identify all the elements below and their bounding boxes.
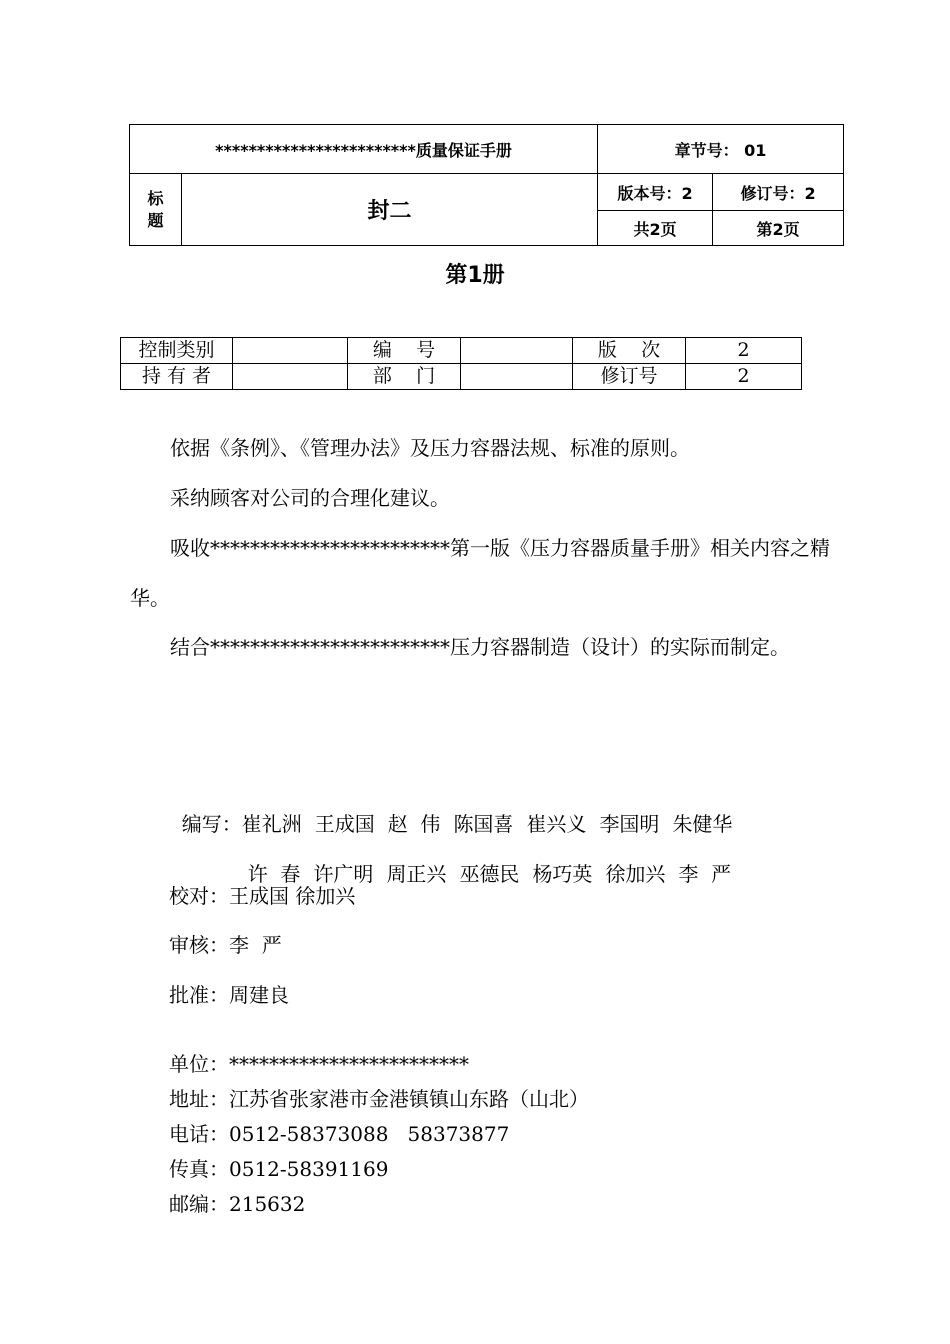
- writer-name: 赵 伟: [387, 812, 441, 836]
- writer-name: 朱健华: [672, 812, 733, 836]
- phone-line: 电话：0512-58373088 58373877: [169, 1122, 510, 1146]
- writer-name: 许 春: [247, 862, 301, 886]
- writer-label: 编写：: [181, 812, 242, 836]
- control-category-value: [233, 338, 348, 364]
- title-label: [130, 174, 182, 246]
- approver-line: [169, 981, 289, 1009]
- address-line: 地址：江苏省张家港市金港镇镇山东路（山北）: [169, 1087, 589, 1111]
- writer-name: 崔兴义: [526, 812, 587, 836]
- writer-name: 陈国喜: [453, 812, 514, 836]
- page-number: 第2页: [713, 211, 844, 246]
- revision-label: 修订号: [573, 364, 686, 390]
- version-number: 版本号：2: [598, 174, 713, 211]
- review-names: 李 严: [229, 933, 282, 957]
- department-value: [461, 364, 573, 390]
- writers-row-1: [169, 782, 745, 838]
- edition-value: 2: [686, 338, 802, 364]
- writer-name: 杨巧英: [532, 862, 593, 886]
- edition-label: 版 次: [573, 338, 686, 364]
- revision-number: 修订号：2: [713, 174, 844, 211]
- department-label: 部 门: [348, 364, 461, 390]
- writer-name: 许广明: [313, 862, 374, 886]
- fax-line: 传真：0512-58391169: [169, 1157, 389, 1181]
- writer-name: 徐加兴: [605, 862, 666, 886]
- paragraph-absorb: 吸收************************第一版《压力容器质量手册》相关内容之精华。: [130, 536, 830, 610]
- volume-title: 第1册: [445, 263, 505, 288]
- writer-name: 崔礼洲: [241, 812, 302, 836]
- control-category-label: 控制类别: [121, 338, 233, 364]
- holder-label: 持 有 者: [121, 364, 233, 390]
- reviewer-line: [169, 931, 282, 959]
- proof-names: 王成国 徐加兴: [229, 884, 356, 908]
- writer-name: 王成国: [314, 812, 375, 836]
- number-value: [461, 338, 573, 364]
- paragraph-adopt: 采纳顾客对公司的合理化建议。: [170, 486, 450, 510]
- approve-label: 批准：: [169, 983, 229, 1007]
- paragraph-combine: 结合************************压力容器制造（设计）的实际而制定。: [170, 635, 790, 659]
- table-row: [121, 364, 802, 390]
- number-label: 编 号: [348, 338, 461, 364]
- writer-name: 李国明: [599, 812, 660, 836]
- writer-name: 周正兴: [386, 862, 447, 886]
- review-label: 审核：: [169, 933, 229, 957]
- doc-title: 封二: [182, 174, 598, 246]
- title-label-line1: 标: [147, 188, 164, 208]
- writer-name: 李 严: [678, 862, 732, 886]
- chapter-number: 章节号： 01: [598, 125, 844, 174]
- total-pages: 共2页: [598, 211, 713, 246]
- approve-names: 周建良: [229, 983, 289, 1007]
- postcode-line: 邮编：215632: [169, 1192, 306, 1216]
- proofreader-line: [169, 882, 355, 910]
- unit-line: 单位：************************: [169, 1052, 469, 1076]
- paragraph-basis: 依据《条例》、《管理办法》及压力容器法规、标准的原则。: [170, 436, 690, 460]
- manual-title: ************************质量保证手册: [130, 125, 598, 174]
- title-label-line2: 题: [147, 210, 164, 230]
- writer-name: 巫德民: [459, 862, 520, 886]
- holder-value: [233, 364, 348, 390]
- control-table: [120, 337, 802, 390]
- table-row: [121, 338, 802, 364]
- revision-value: 2: [686, 364, 802, 390]
- writers-row-2: [235, 832, 744, 888]
- header-table: [129, 124, 844, 246]
- proof-label: 校对：: [169, 884, 229, 908]
